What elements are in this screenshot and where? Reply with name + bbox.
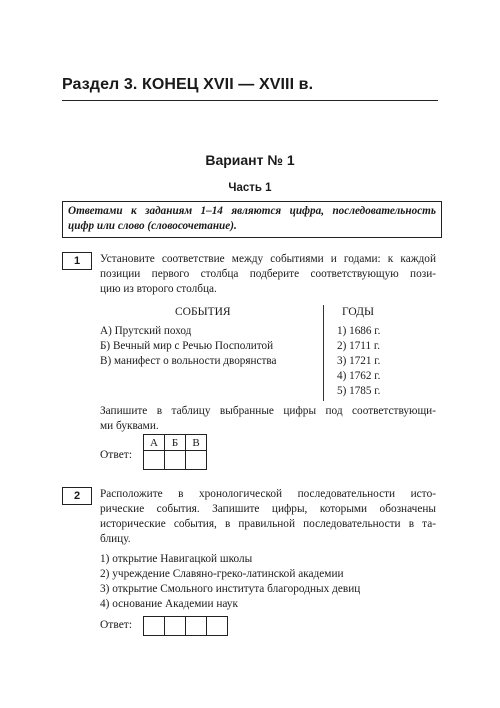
answer-cell-2[interactable] [165,617,186,636]
task-2-line-2: рические события. Запишите цифры, которыми обозначены [100,503,436,515]
task-1-instruction-line-2: ми буквами. [100,420,159,432]
task-1-line-2: позиции первого столбца подберите соответствующую пози- [100,268,436,280]
task-2-item-4: 4) основание Академии наук [100,598,238,610]
task-1-line-1: Установите соответствие между событиями и годами: к каждой [100,253,436,265]
task-2-text [100,487,436,547]
task-2-line-3: исторические события, в правильной последовательности в та- [100,518,436,530]
event-a: А) Прутский поход [100,325,192,337]
task-2-item-3: 3) открытие Смольного института благородных девиц [100,583,361,595]
task-2-line-1: Расположите в хронологической последовательности истo- [100,488,436,500]
year-2: 2) 1711 г. [337,340,380,352]
answer-cell-3[interactable] [186,617,207,636]
task-2-item-2: 2) учреждение Славяно-греко-латинской академии [100,568,344,580]
letter-b: Б [165,435,186,451]
answer-cell-b[interactable] [165,451,186,470]
task-1-number: 1 [62,252,92,270]
letter-c: В [186,435,207,451]
task-1-instruction [100,404,436,434]
task-1-instruction-line-1: Запишите в таблицу выбранные цифры под соответствующи- [100,405,436,417]
part-title: Часть 1 [228,182,272,194]
letter-a: А [144,435,165,451]
column-divider [323,305,324,401]
event-b: Б) Вечный мир с Речью Посполитой [100,340,274,352]
task-1-line-3: цию из второго столбца. [100,283,217,295]
task-1-answer-label: Ответ: [100,449,133,461]
task-2-line-4: блицу. [100,533,131,545]
task-2-item-1: 1) открытие Навигацкой школы [100,553,253,565]
year-5: 5) 1785 г. [337,385,381,397]
answers-note-line-1: Ответами к заданиям 1–14 являются цифра, последовательность [68,205,436,217]
events-header: СОБЫТИЯ [175,306,231,318]
task-2-answer-label: Ответ: [100,619,133,631]
section-divider [62,100,438,101]
answer-cell-4[interactable] [207,617,228,636]
year-4: 4) 1762 г. [337,370,381,382]
task-2-number: 2 [62,487,92,505]
task-1-answer-table [143,434,207,470]
variant-title: Вариант № 1 [205,152,295,168]
answers-note-line-2: цифр или слово (словосочетание). [68,220,237,232]
year-3: 3) 1721 г. [337,355,381,367]
answer-cell-a[interactable] [144,451,165,470]
year-1: 1) 1686 г. [337,325,381,337]
answers-note-box [62,201,442,238]
answer-cell-c[interactable] [186,451,207,470]
task-2-answer-table [143,616,228,636]
event-c: В) манифест о вольности дворянства [100,355,277,367]
answer-cell-1[interactable] [144,617,165,636]
years-header: ГОДЫ [342,306,374,318]
task-1-text [100,252,436,297]
section-title: Раздел 3. КОНЕЦ XVII — XVIII в. [62,76,314,93]
